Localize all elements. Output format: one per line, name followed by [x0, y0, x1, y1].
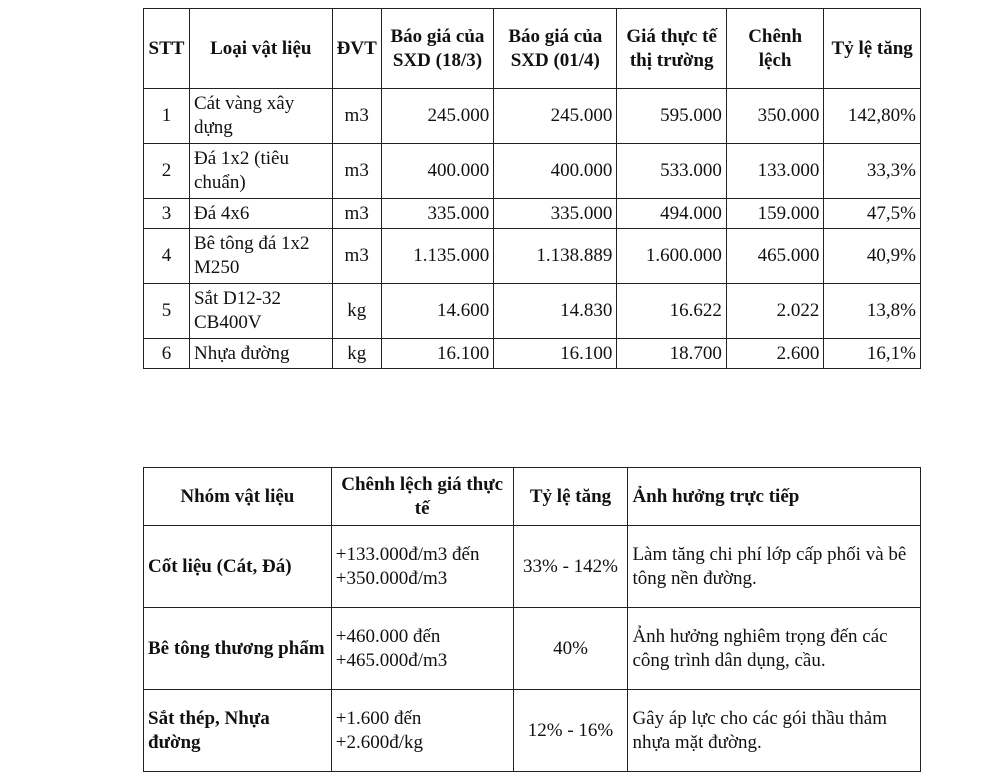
- cell-price-difference: +460.000 đến +465.000đ/m3: [331, 608, 513, 690]
- cell-stt: 1: [144, 89, 190, 144]
- cell-difference: 133.000: [726, 144, 823, 199]
- cell-market-price: 1.600.000: [617, 229, 727, 284]
- cell-market-price: 18.700: [617, 339, 727, 369]
- cell-quote-18-3: 1.135.000: [381, 229, 493, 284]
- cell-material-group: Sắt thép, Nhựa đường: [144, 690, 332, 772]
- cell-increase-rate: 33% - 142%: [513, 526, 628, 608]
- table-header-row: [144, 9, 921, 89]
- cell-stt: 3: [144, 199, 190, 229]
- cell-increase-rate: 47,5%: [824, 199, 921, 229]
- cell-quote-18-3: 16.100: [381, 339, 493, 369]
- header-increase-rate: Tỷ lệ tăng: [513, 468, 628, 526]
- table-row: [144, 89, 921, 144]
- cell-material: Sắt D12-32 CB400V: [189, 284, 332, 339]
- header-quote-18-3: Báo giá của SXD (18/3): [381, 9, 493, 89]
- cell-increase-rate: 40,9%: [824, 229, 921, 284]
- cell-quote-18-3: 245.000: [381, 89, 493, 144]
- cell-direct-impact: Gây áp lực cho các gói thầu thảm nhựa mặt đường.: [628, 690, 921, 772]
- cell-stt: 2: [144, 144, 190, 199]
- table-row: [144, 284, 921, 339]
- cell-difference: 350.000: [726, 89, 823, 144]
- cell-material: Đá 4x6: [189, 199, 332, 229]
- header-material-type: Loại vật liệu: [189, 9, 332, 89]
- cell-price-difference: +1.600 đến +2.600đ/kg: [331, 690, 513, 772]
- cell-quote-18-3: 14.600: [381, 284, 493, 339]
- header-stt: STT: [144, 9, 190, 89]
- cell-increase-rate: 16,1%: [824, 339, 921, 369]
- table-row: [144, 199, 921, 229]
- table-row: [144, 339, 921, 369]
- cell-quote-01-4: 1.138.889: [494, 229, 617, 284]
- cell-stt: 4: [144, 229, 190, 284]
- header-unit: ĐVT: [332, 9, 381, 89]
- header-material-group: Nhóm vật liệu: [144, 468, 332, 526]
- header-quote-01-4: Báo giá của SXD (01/4): [494, 9, 617, 89]
- cell-unit: m3: [332, 144, 381, 199]
- cell-quote-18-3: 400.000: [381, 144, 493, 199]
- cell-direct-impact: Làm tăng chi phí lớp cấp phối và bê tông nền đường.: [628, 526, 921, 608]
- cell-material: Nhựa đường: [189, 339, 332, 369]
- cell-quote-01-4: 14.830: [494, 284, 617, 339]
- cell-difference: 159.000: [726, 199, 823, 229]
- cell-stt: 5: [144, 284, 190, 339]
- table-header-row: [144, 468, 921, 526]
- cell-quote-01-4: 335.000: [494, 199, 617, 229]
- cell-unit: m3: [332, 229, 381, 284]
- table-row: [144, 144, 921, 199]
- cell-market-price: 494.000: [617, 199, 727, 229]
- cell-stt: 6: [144, 339, 190, 369]
- cell-material: Đá 1x2 (tiêu chuẩn): [189, 144, 332, 199]
- table-row: [144, 690, 921, 772]
- cell-quote-18-3: 335.000: [381, 199, 493, 229]
- cell-quote-01-4: 16.100: [494, 339, 617, 369]
- table-row: [144, 526, 921, 608]
- header-direct-impact: Ảnh hưởng trực tiếp: [628, 468, 921, 526]
- header-market-price: Giá thực tế thị trường: [617, 9, 727, 89]
- cell-material-group: Bê tông thương phẩm: [144, 608, 332, 690]
- table-row: [144, 229, 921, 284]
- cell-increase-rate: 13,8%: [824, 284, 921, 339]
- cell-material-group: Cốt liệu (Cát, Đá): [144, 526, 332, 608]
- cell-difference: 2.022: [726, 284, 823, 339]
- impact-summary-table: [143, 467, 921, 772]
- cell-increase-rate: 33,3%: [824, 144, 921, 199]
- cell-increase-rate: 12% - 16%: [513, 690, 628, 772]
- header-difference: Chênh lệch: [726, 9, 823, 89]
- cell-direct-impact: Ảnh hưởng nghiêm trọng đến các công trình dân dụng, cầu.: [628, 608, 921, 690]
- cell-price-difference: +133.000đ/m3 đến +350.000đ/m3: [331, 526, 513, 608]
- cell-unit: kg: [332, 284, 381, 339]
- cell-quote-01-4: 245.000: [494, 89, 617, 144]
- cell-increase-rate: 40%: [513, 608, 628, 690]
- cell-material: Cát vàng xây dựng: [189, 89, 332, 144]
- cell-material: Bê tông đá 1x2 M250: [189, 229, 332, 284]
- table-row: [144, 608, 921, 690]
- cell-market-price: 16.622: [617, 284, 727, 339]
- cell-unit: m3: [332, 199, 381, 229]
- cell-unit: kg: [332, 339, 381, 369]
- header-price-difference: Chênh lệch giá thực tế: [331, 468, 513, 526]
- cell-increase-rate: 142,80%: [824, 89, 921, 144]
- cell-unit: m3: [332, 89, 381, 144]
- cell-quote-01-4: 400.000: [494, 144, 617, 199]
- cell-difference: 2.600: [726, 339, 823, 369]
- header-increase-rate: Tỷ lệ tăng: [824, 9, 921, 89]
- price-comparison-table: [143, 8, 921, 369]
- cell-difference: 465.000: [726, 229, 823, 284]
- cell-market-price: 595.000: [617, 89, 727, 144]
- cell-market-price: 533.000: [617, 144, 727, 199]
